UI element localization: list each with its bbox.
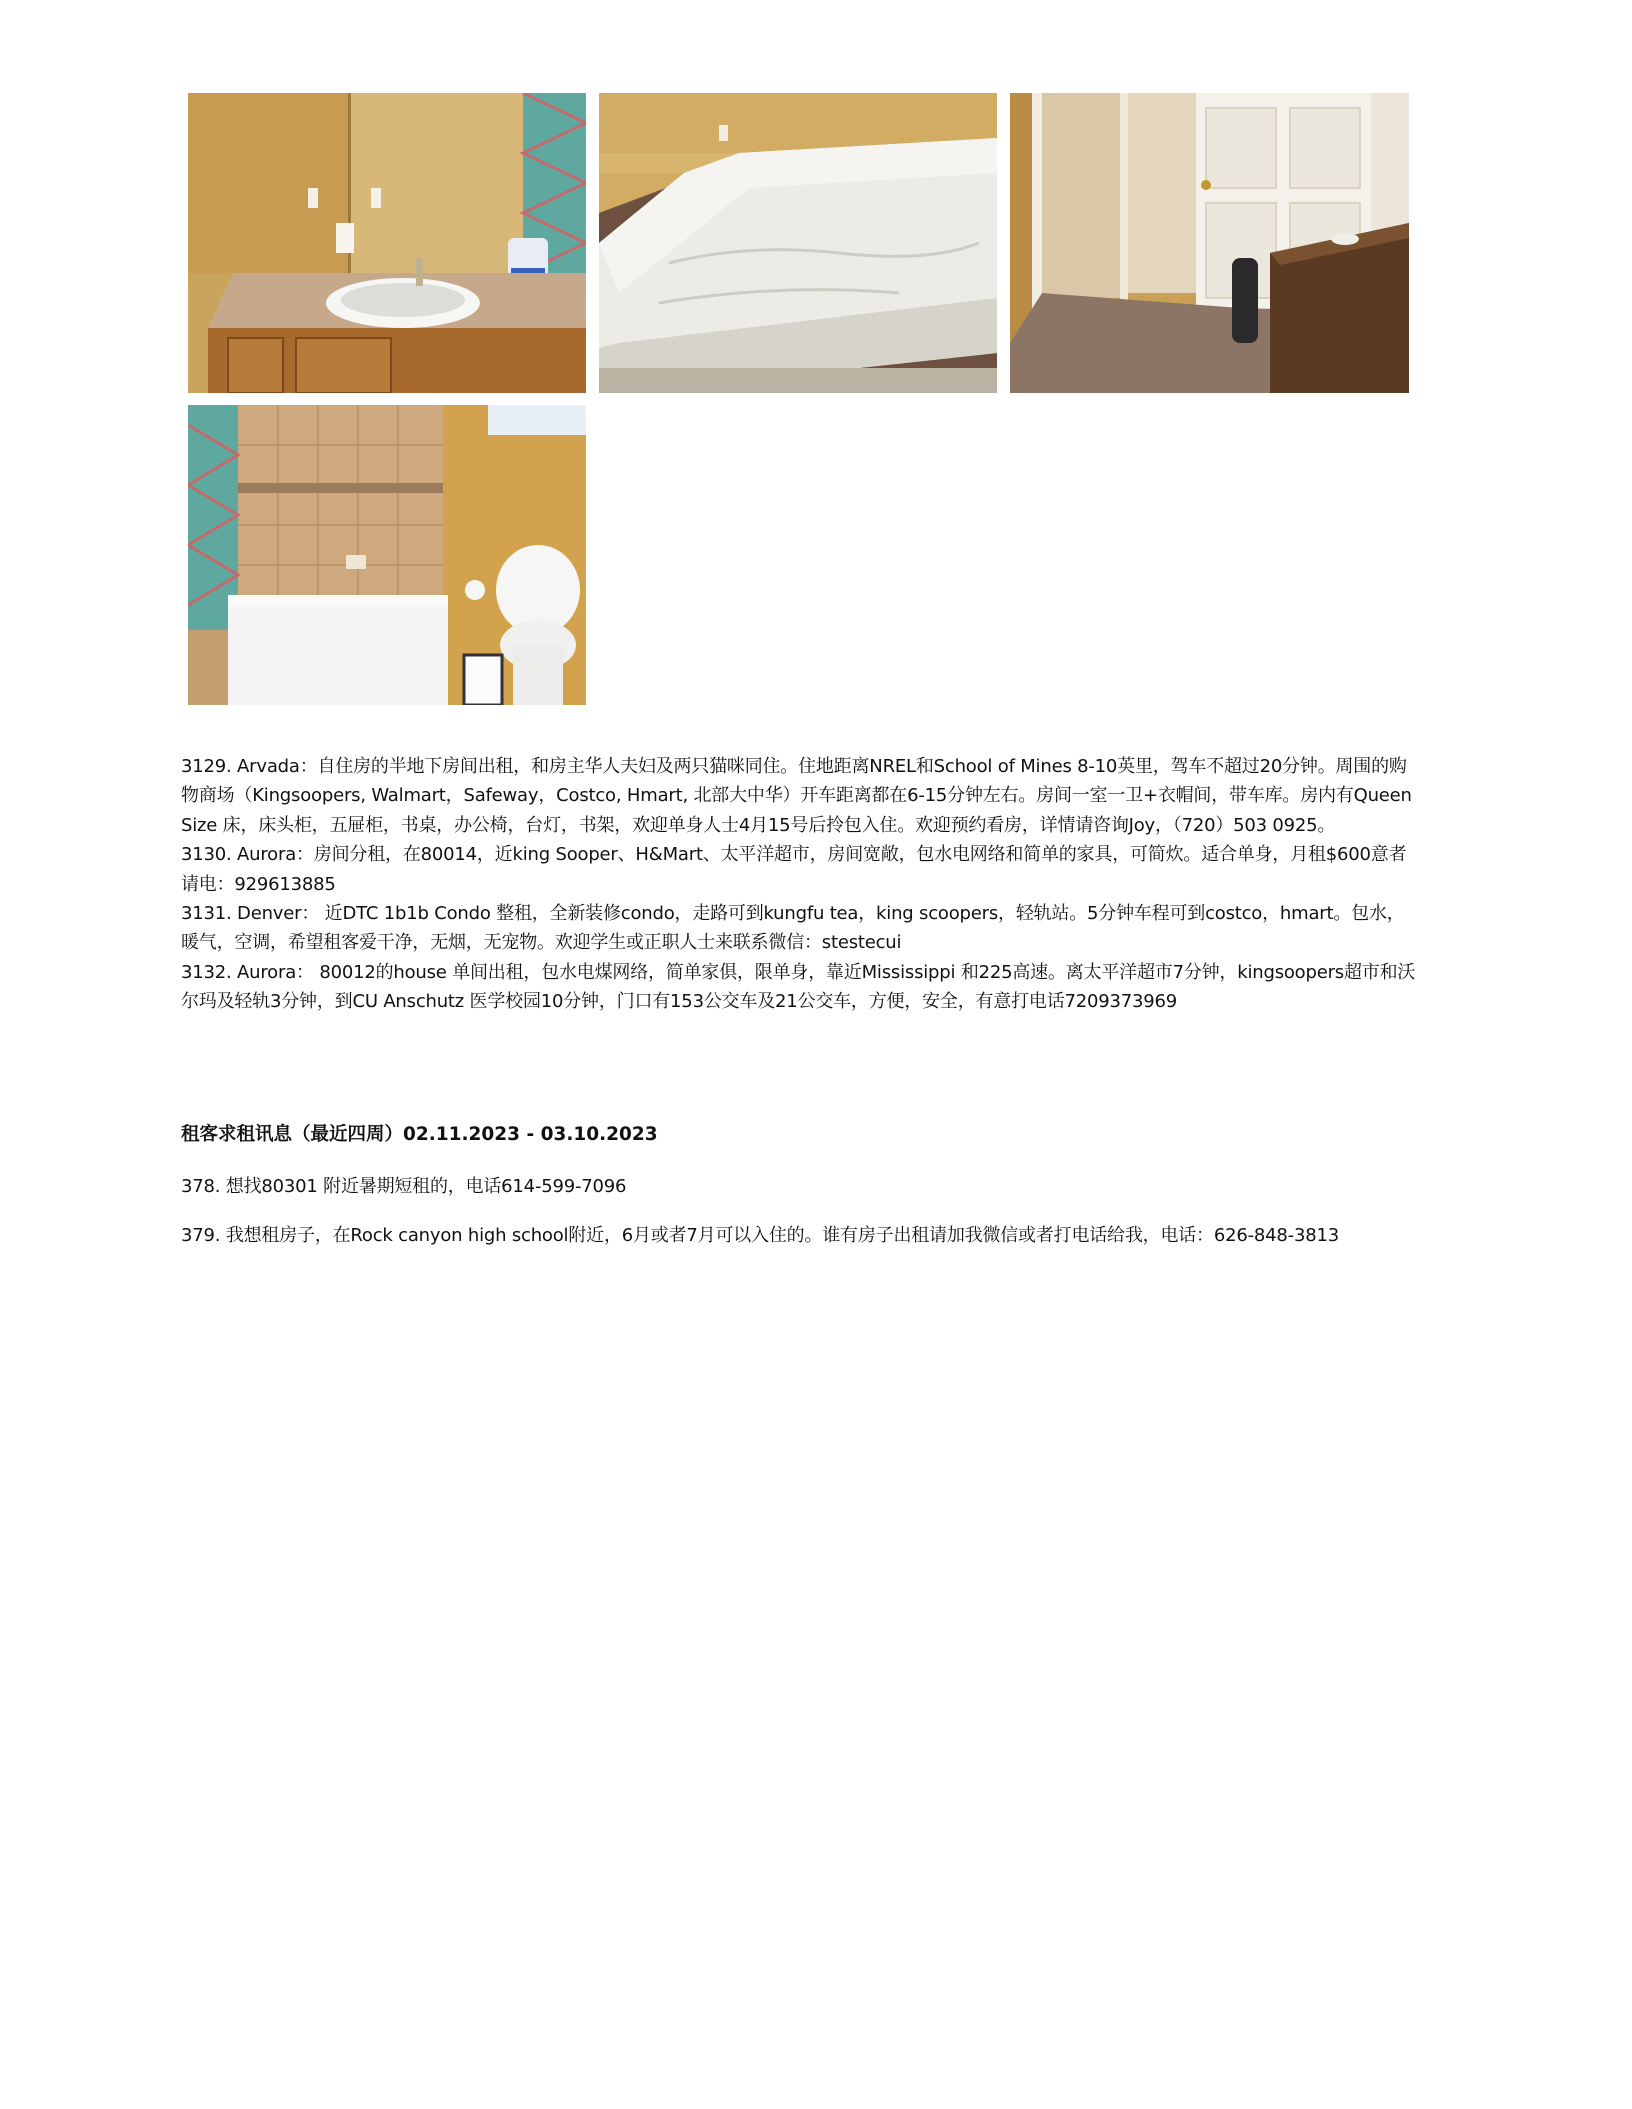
photo-bathtub-toilet: [188, 405, 586, 705]
photo-bathroom-vanity: [188, 93, 586, 393]
tenant-request-378: 378. 想找80301 附近暑期短租的，电话614-599-7096: [181, 1176, 627, 1197]
listing-3130: 3130. Aurora：房间分租，在80014，近king Sooper、H&Mart、太平洋超市，房间宽敞，包水电网络和简单的家具，可简炊。适合单身，月租$600意者请电：929613885: [181, 844, 1407, 895]
rental-listings: [181, 752, 1417, 1017]
listing-3132: 3132. Aurora： 80012的house 单间出租，包水电煤网络，简单家俱，限单身，靠近Mississippi 和225高速。离太平洋超市7分钟，kingsoopers超市和沃尔玛及轻轨3分钟，到CU Anschutz 医学校园10分钟，门口有153公交车及21公交车，方便，安全，有意打电话7209373969: [181, 961, 1416, 1013]
tenant-requests-heading: 租客求租讯息（最近四周）02.11.2023 - 03.10.2023: [181, 1124, 658, 1145]
listing-3129: 3129. Arvada：自住房的半地下房间出租，和房主华人夫妇及两只猫咪同住。住地距离NREL和School of Mines 8-10英里，驾车不超过20分钟。周围的购物商场（Kingsoopers, Walmart，Safeway，Costco, Hmart, 北部大中华）开车距离都在6-15分钟左右。房间一室一卫+衣帽间，带车库。房内有Queen Size 床，床头柜，五屉柜，书桌，办公椅，台灯，书架，欢迎单身人士4月15号后拎包入住。欢迎预约看房，详情请咨询Joy，（720）503 0925。: [181, 756, 1412, 836]
listing-3131: 3131. Denver： 近DTC 1b1b Condo 整租，全新装修condo，走路可到kungfu tea，king scoopers，轻轨站。5分钟车程可到costco，hmart。包水，暖气，空调，希望租客爱干净，无烟，无宠物。欢迎学生或正职人士来联系微信：stestecui: [181, 903, 1405, 954]
tenant-request-379: 379. 我想租房子，在Rock canyon high school附近，6月或者7月可以入住的。谁有房子出租请加我微信或者打电话给我，电话：626-848-3813: [181, 1225, 1339, 1246]
photo-bed: [599, 93, 997, 393]
photo-closet-door: [1010, 93, 1409, 393]
